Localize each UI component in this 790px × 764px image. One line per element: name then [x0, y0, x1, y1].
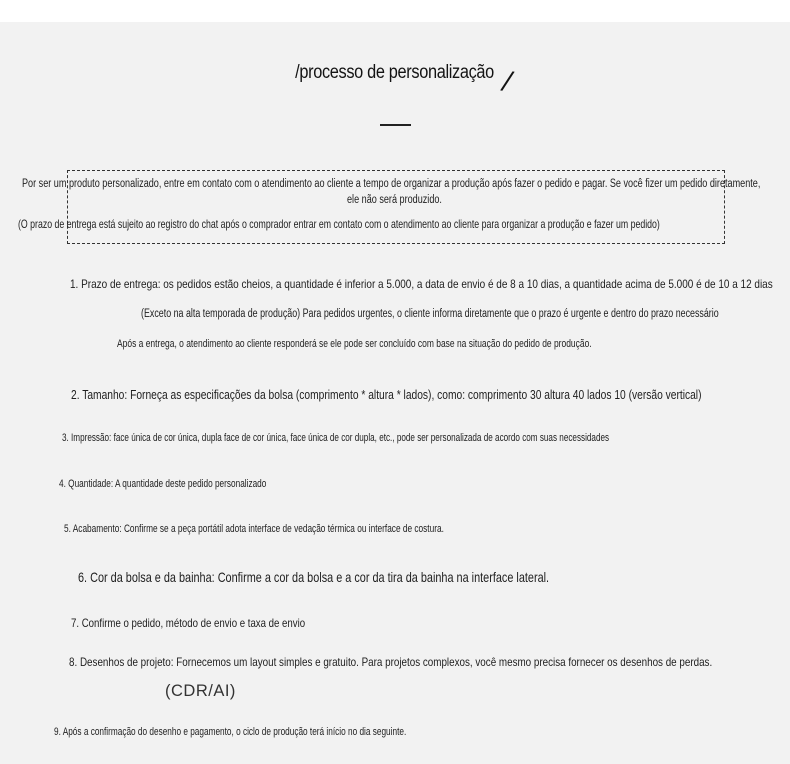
title-wrap [0, 62, 790, 84]
title-underline [380, 124, 411, 126]
step-1-delivery-time: 1. Prazo de entrega: os pedidos estão cheios, a quantidade é inferior a 5.000, a data de envio é de 8 a 10 dias, a quantidade acima de 5.000 é de 10 a 12 dias [70, 277, 773, 291]
step-1-after-delivery-note: Após a entrega, o atendimento ao cliente responderá se ele pode ser concluído com base na situação do pedido de produção. [117, 338, 592, 350]
step-9-production-cycle: 9. Após a confirmação do desenho e pagamento, o ciclo de produção terá início no dia seguinte. [54, 726, 407, 738]
notice-line-2: ele não será produzido. [347, 194, 442, 206]
page-title: /processo de personalização [295, 62, 495, 83]
step-2-size: 2. Tamanho: Forneça as especificações da bolsa (comprimento * altura * lados), como: comprimento 30 altura 40 lados 10 (versão vertical) [71, 388, 702, 402]
notice-line-3: (O prazo de entrega está sujeito ao registro do chat após o comprador entrar em contato com o atendimento ao cliente para organizar a produção e fazer um pedido) [18, 217, 660, 231]
top-white-band [0, 0, 790, 22]
step-8-file-formats: (CDR/AI) [165, 682, 236, 700]
step-3-printing: 3. Impressão: face única de cor única, dupla face de cor única, face única de cor dupla, etc., pode ser personalizada de acordo com suas necessidades [62, 432, 610, 444]
step-7-confirm-order: 7. Confirme o pedido, método de envio e taxa de envio [71, 616, 306, 630]
step-6-bag-color: 6. Cor da bolsa e da bainha: Confirme a cor da bolsa e a cor da tira da bainha na interface lateral. [78, 569, 550, 585]
title-slash-decoration: / [500, 65, 513, 98]
notice-line-1: Por ser um produto personalizado, entre em contato com o atendimento ao cliente a tempo de organizar a produção após fazer o pedido e pagar. Se você fizer um pedido diretamente, [22, 178, 761, 190]
step-5-finishing: 5. Acabamento: Confirme se a peça portátil adota interface de vedação térmica ou interface de costura. [64, 523, 444, 535]
step-4-quantity: 4. Quantidade: A quantidade deste pedido personalizado [59, 478, 267, 490]
step-8-design-drawings: 8. Desenhos de projeto: Fornecemos um layout simples e gratuito. Para projetos complexos, você mesmo precisa fornecer os desenhos de perdas. [69, 655, 713, 669]
step-1-urgent-note: (Exceto na alta temporada de produção) Para pedidos urgentes, o cliente informa diretamente que o prazo é urgente e dentro do prazo necessário [141, 308, 719, 320]
